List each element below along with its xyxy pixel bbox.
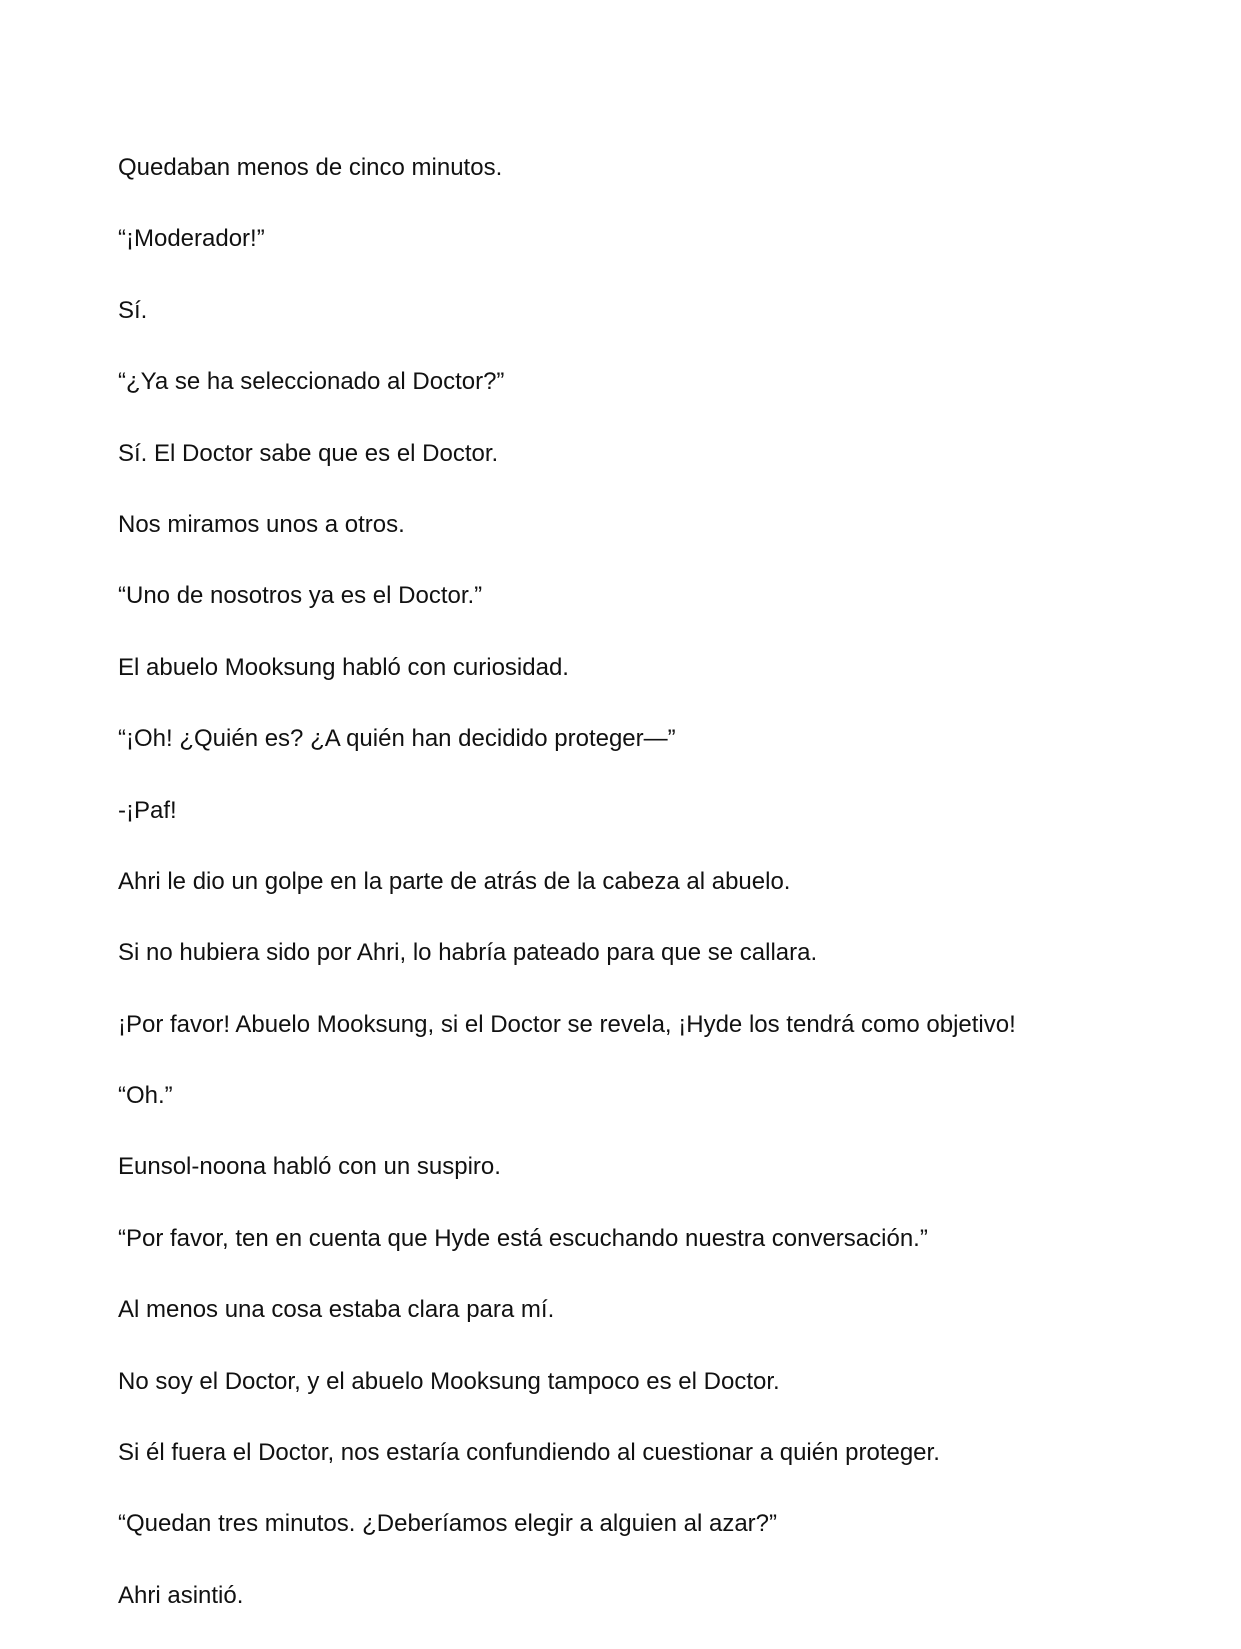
paragraph: Si no hubiera sido por Ahri, lo habría pateado para que se callara. (118, 939, 818, 967)
paragraph: Al menos una cosa estaba clara para mí. (118, 1296, 555, 1324)
paragraph: Sí. (118, 296, 148, 324)
paragraph: “Por favor, ten en cuenta que Hyde está escuchando nuestra conversación.” (118, 1224, 928, 1252)
paragraph: “Oh.” (118, 1082, 173, 1110)
paragraph: Ahri le dio un golpe en la parte de atrás de la cabeza al abuelo. (118, 867, 791, 895)
paragraph: No soy el Doctor, y el abuelo Mooksung tampoco es el Doctor. (118, 1367, 780, 1395)
paragraph: “¿Ya se ha seleccionado al Doctor?” (118, 368, 505, 396)
paragraph: “¡Oh! ¿Quién es? ¿A quién han decidido proteger—” (118, 725, 676, 753)
paragraph: Quedaban menos de cinco minutos. (118, 154, 503, 181)
paragraph: “¡Moderador!” (118, 225, 265, 253)
page-body (118, 150, 1218, 1649)
paragraph: Eunsol-noona habló con un suspiro. (118, 1153, 501, 1181)
paragraph: Si él fuera el Doctor, nos estaría confundiendo al cuestionar a quién proteger. (118, 1439, 940, 1467)
paragraph: Ahri asintió. (118, 1581, 244, 1609)
paragraph: -¡Paf! (118, 796, 177, 824)
paragraph: Nos miramos unos a otros. (118, 510, 405, 538)
paragraph: Sí. El Doctor sabe que es el Doctor. (118, 439, 499, 467)
paragraph: ¡Por favor! Abuelo Mooksung, si el Doctor se revela, ¡Hyde los tendrá como objetivo! (118, 1010, 1016, 1038)
paragraph: El abuelo Mooksung habló con curiosidad. (118, 653, 569, 681)
paragraph: “Uno de nosotros ya es el Doctor.” (118, 582, 483, 610)
paragraph: “Quedan tres minutos. ¿Deberíamos elegir a alguien al azar?” (118, 1510, 777, 1538)
